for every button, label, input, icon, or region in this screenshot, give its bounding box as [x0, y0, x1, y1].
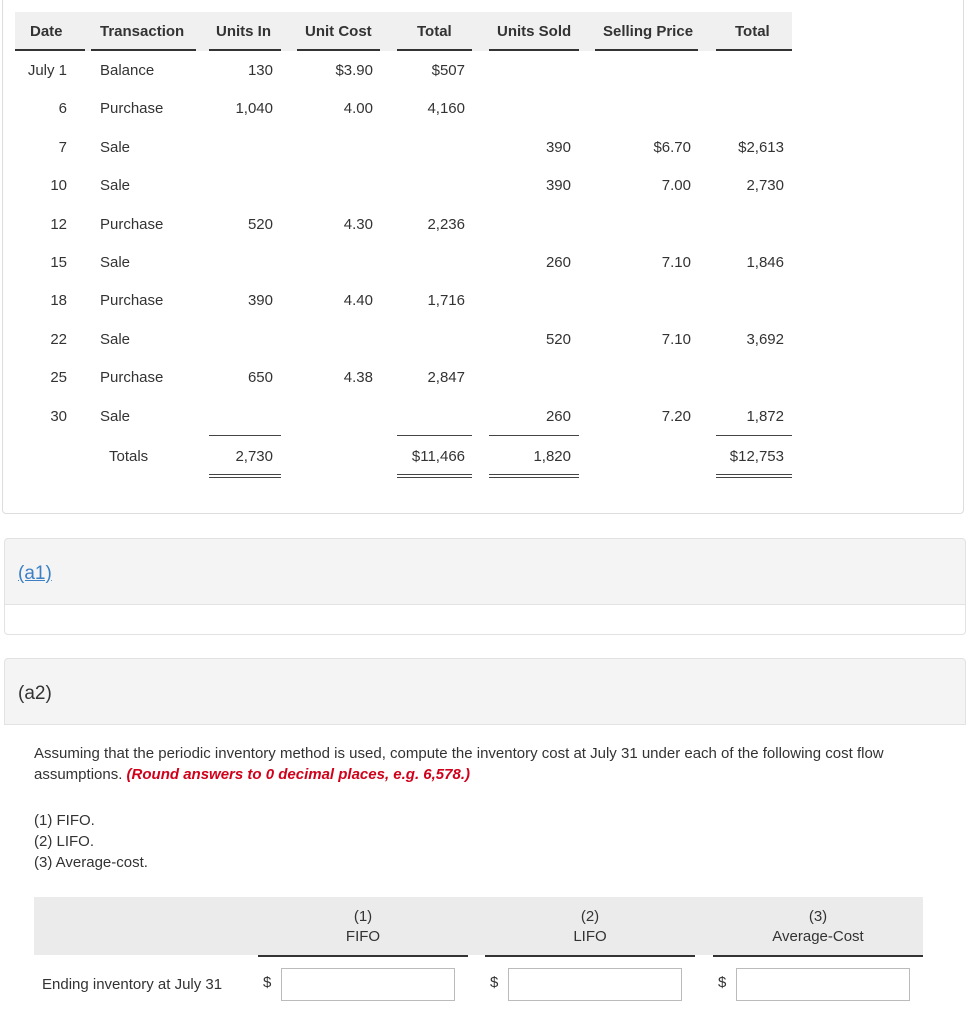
cell-transaction: Sale	[100, 254, 131, 271]
col-header-total-sales: Total	[735, 23, 770, 40]
cell-selling-price: 7.20	[661, 408, 691, 425]
cell-transaction: Purchase	[100, 216, 164, 233]
answer-header-rule	[485, 955, 695, 957]
header-rule	[397, 49, 472, 51]
sum-rule	[716, 435, 792, 436]
double-rule	[489, 474, 579, 478]
double-rule	[716, 474, 792, 478]
cell-total-sales: 1,872	[746, 408, 784, 425]
double-rule	[209, 474, 281, 478]
col-header-units-sold: Units Sold	[497, 23, 572, 40]
cell-transaction: Sale	[100, 331, 131, 348]
cell-selling-price: 7.10	[661, 254, 691, 271]
col-title-fifo	[258, 907, 468, 947]
ending-inventory-label: Ending inventory at July 31	[42, 976, 223, 993]
cell-unit-cost: 4.00	[343, 100, 373, 117]
answer-header-rule	[258, 955, 468, 957]
cell-transaction: Balance	[100, 62, 155, 79]
cell-date: 18	[50, 292, 67, 309]
header-rule	[297, 49, 380, 51]
cell-units-in: 130	[247, 62, 273, 79]
cell-total-cost: 1,716	[427, 292, 465, 309]
cell-total-sales: 1,846	[746, 254, 784, 271]
currency-symbol: $	[718, 974, 727, 991]
cell-date: 15	[50, 254, 67, 271]
rounding-instruction: (Round answers to 0 decimal places, e.g. 6,578.)	[126, 766, 471, 783]
cell-transaction: Purchase	[100, 100, 164, 117]
col-number: (3)	[808, 908, 828, 925]
cell-units-sold: 260	[545, 408, 571, 425]
cell-date: 12	[50, 216, 67, 233]
col-header-date: Date	[30, 23, 63, 40]
list-item: (2) LIFO.	[34, 833, 95, 850]
col-title-average-cost	[713, 907, 923, 947]
cell-transaction: Sale	[100, 408, 131, 425]
cell-units-sold: 520	[545, 331, 571, 348]
header-rule	[489, 49, 579, 51]
cell-date: 10	[50, 177, 67, 194]
question-text	[34, 743, 944, 785]
cell-selling-price: $6.70	[653, 139, 691, 156]
cell-total-sales: $2,613	[738, 139, 784, 156]
col-name: LIFO	[573, 928, 607, 945]
totals-label: Totals	[109, 448, 149, 465]
sum-rule	[397, 435, 472, 436]
part-a1-header	[4, 538, 966, 605]
cell-date: 6	[58, 100, 67, 117]
cell-total-sales: 2,730	[746, 177, 784, 194]
cell-date: 22	[50, 331, 67, 348]
cell-selling-price: 7.10	[661, 331, 691, 348]
cell-transaction: Sale	[100, 139, 131, 156]
cell-date: 7	[58, 139, 67, 156]
col-name: FIFO	[345, 928, 381, 945]
cell-units-sold: 390	[545, 177, 571, 194]
cell-date: July 1	[27, 62, 67, 79]
currency-symbol: $	[263, 974, 272, 991]
part-a1-body	[4, 605, 966, 635]
part-a2-label: (a2)	[18, 683, 52, 704]
cell-units-in: 520	[247, 216, 273, 233]
col-header-transaction: Transaction	[100, 23, 185, 40]
cell-unit-cost: 4.30	[343, 216, 373, 233]
lifo-ending-inventory-input[interactable]	[508, 968, 682, 1001]
average-cost-ending-inventory-input[interactable]	[736, 968, 910, 1001]
header-rule	[15, 49, 85, 51]
answer-header-rule	[713, 955, 923, 957]
header-rule	[595, 49, 698, 51]
list-item: (3) Average-cost.	[34, 854, 148, 871]
cell-unit-cost: $3.90	[335, 62, 373, 79]
col-header-units-in: Units In	[216, 23, 271, 40]
cell-date: 25	[50, 369, 67, 386]
cell-total-cost: 4,160	[427, 100, 465, 117]
part-a1-link[interactable]: (a1)	[18, 563, 52, 584]
cell-unit-cost: 4.38	[343, 369, 373, 386]
col-title-lifo	[485, 907, 695, 947]
part-a2-header	[4, 658, 966, 725]
col-name: Average-Cost	[772, 928, 864, 945]
cell-total-sales: 3,692	[746, 331, 784, 348]
totals-total-sales: $12,753	[729, 448, 784, 465]
col-number: (2)	[580, 908, 600, 925]
totals-units-in: 2,730	[235, 448, 273, 465]
col-header-unit-cost: Unit Cost	[305, 23, 372, 40]
cell-units-sold: 260	[545, 254, 571, 271]
cell-date: 30	[50, 408, 67, 425]
col-header-selling-price: Selling Price	[603, 23, 694, 40]
double-rule	[397, 474, 472, 478]
totals-total-cost: $11,466	[411, 448, 465, 465]
totals-units-sold: 1,820	[533, 448, 571, 465]
question-body: Assuming that the periodic inventory method is used, compute the inventory cost at July 31 under each of the following cost flow assumptions.	[34, 745, 884, 783]
cell-units-in: 390	[247, 292, 273, 309]
cell-selling-price: 7.00	[661, 177, 691, 194]
cell-transaction: Purchase	[100, 292, 164, 309]
cell-total-cost: 2,847	[427, 369, 465, 386]
header-rule	[209, 49, 281, 51]
cell-transaction: Purchase	[100, 369, 164, 386]
cell-units-in: 1,040	[235, 100, 273, 117]
header-rule	[716, 49, 792, 51]
currency-symbol: $	[490, 974, 499, 991]
cell-units-in: 650	[247, 369, 273, 386]
method-list	[34, 810, 148, 873]
cell-unit-cost: 4.40	[343, 292, 373, 309]
col-header-total-cost: Total	[417, 23, 452, 40]
cell-total-cost: $507	[431, 62, 465, 79]
header-rule	[91, 49, 196, 51]
fifo-ending-inventory-input[interactable]	[281, 968, 455, 1001]
sum-rule	[209, 435, 281, 436]
sum-rule	[489, 435, 579, 436]
cell-total-cost: 2,236	[427, 216, 465, 233]
cell-transaction: Sale	[100, 177, 131, 194]
cell-units-sold: 390	[545, 139, 571, 156]
col-number: (1)	[353, 908, 373, 925]
list-item: (1) FIFO.	[34, 812, 95, 829]
